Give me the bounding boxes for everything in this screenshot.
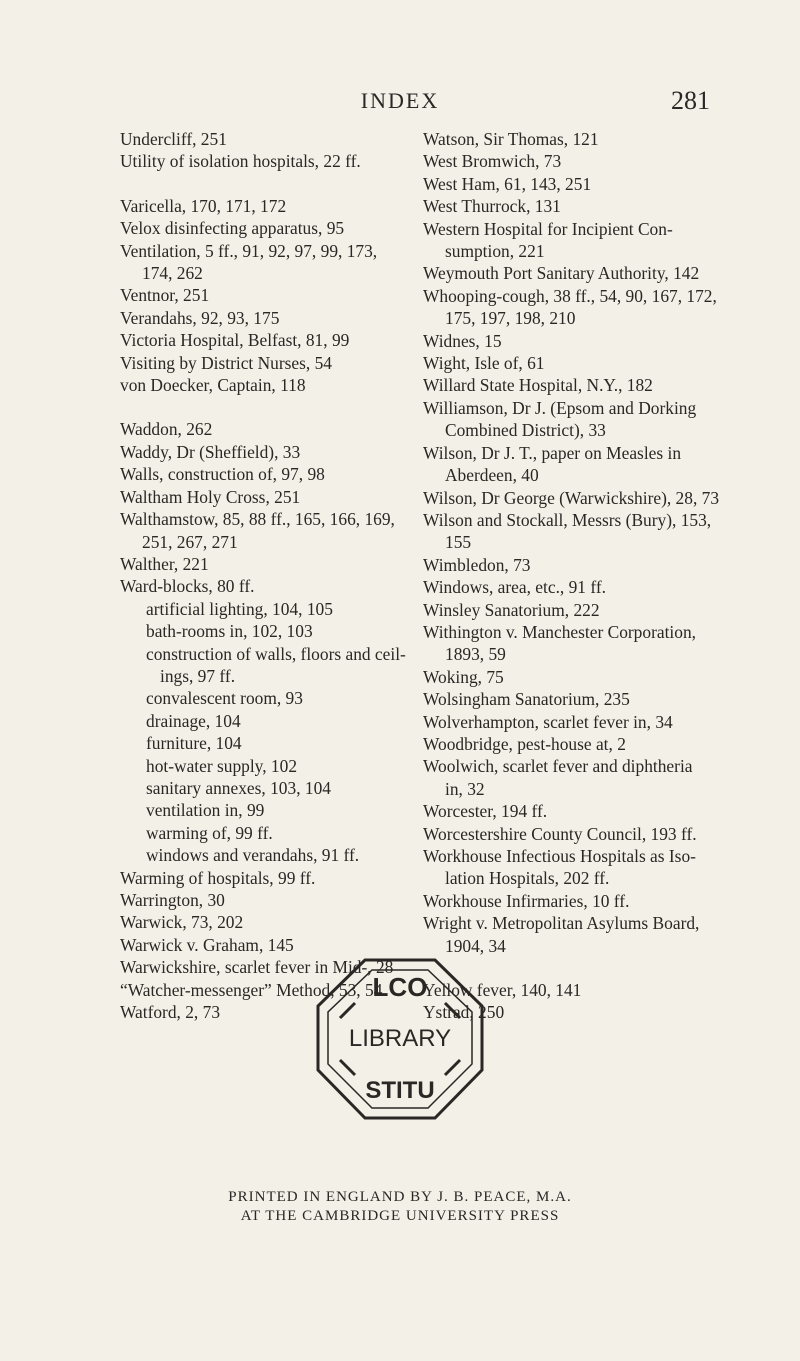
index-entry [423,554,798,576]
entry-continuation: ings, 97 ff. [160,665,236,686]
entry-text: construction of walls, floors and ceil- [146,643,406,664]
index-subentry [120,732,460,754]
entry-text: Varicella, 170, 171, 172 [120,195,287,216]
index-subentry [120,598,460,620]
entry-text: Visiting by District Nurses, 54 [120,352,332,373]
entry-text: Waltham Holy Cross, 251 [120,486,301,507]
index-entry [120,575,460,597]
entry-text: Western Hospital for Incipient Con- [423,218,673,239]
entry-text: Wilson, Dr George (Warwickshire), 28, 73 [423,487,720,508]
entry-continuation: 251, 267, 271 [142,531,238,552]
index-entry [120,418,460,440]
entry-text: Ventilation, 5 ff., 91, 92, 97, 99, 173, [120,240,378,261]
entry-text: Windows, area, etc., 91 ff. [423,577,606,598]
entry-text: Warming of hospitals, 99 ff. [120,867,316,888]
entry-text: Whooping-cough, 38 ff., 54, 90, 167, 172, [423,285,717,306]
entry-text: Watson, Sir Thomas, 121 [423,129,599,149]
index-entry [120,508,460,553]
entry-text: Willard State Hospital, N.Y., 182 [423,375,653,396]
index-subentry [120,620,460,642]
index-entry [423,397,798,442]
entry-text: Wilson, Dr J. T., paper on Measles in [423,442,682,463]
index-entry [423,195,798,217]
index-entry [120,486,460,508]
index-entry [120,150,460,172]
index-entry [120,867,460,889]
index-entry [120,284,460,306]
index-entry [423,755,798,800]
index-entry [120,553,460,575]
entry-text: Worcester, 194 ff. [423,801,548,822]
entry-continuation: 174, 262 [142,263,203,284]
page-title: INDEX [360,88,440,113]
entry-text: Ystrad, 250 [423,1002,505,1023]
index-entry [423,666,798,688]
entry-continuation: Combined District), 33 [445,420,606,441]
entry-text: Wilson and Stockall, Messrs (Bury), 153, [423,509,712,530]
entry-text: West Ham, 61, 143, 251 [423,173,592,194]
entry-text: Warwickshire, scarlet fever in Mid-, 28 [120,957,394,978]
index-entry [423,262,798,284]
index-subentry [120,643,460,688]
entry-text: Warrington, 30 [120,890,225,910]
entry-text: artificial lighting, 104, 105 [146,598,333,619]
entry-text: Velox disinfecting apparatus, 95 [120,218,345,239]
entry-text: Ventnor, 251 [120,285,210,306]
index-entry [120,128,460,150]
entry-text: warming of, 99 ff. [146,822,273,843]
entry-continuation: 1893, 59 [445,644,506,665]
index-entry [423,711,798,733]
index-subentry [120,777,460,799]
index-entry [423,733,798,755]
index-entry [423,890,798,912]
index-entry [423,218,798,263]
entry-text: sanitary annexes, 103, 104 [146,777,331,798]
index-column-right [423,128,798,1024]
index-entry [423,576,798,598]
entry-text: Yellow fever, 140, 141 [423,980,582,1001]
imprint-line-2: AT THE CAMBRIDGE UNIVERSITY PRESS [240,1208,560,1224]
index-entry [423,823,798,845]
entry-text: furniture, 104 [146,733,242,754]
entry-text: Warwick, 73, 202 [120,912,244,933]
entry-text: Winsley Sanatorium, 222 [423,599,600,620]
index-entry [423,487,798,509]
index-subentry [120,799,460,821]
imprint-line-1: PRINTED IN ENGLAND BY J. B. PEACE, M.A. [228,1189,572,1205]
index-entry [423,800,798,822]
entry-text: Warwick v. Graham, 145 [120,934,294,955]
entry-text: Walls, construction of, 97, 98 [120,464,325,485]
index-entry [423,845,798,890]
index-entry [423,285,798,330]
entry-text: Williamson, Dr J. (Epsom and Dorking [423,397,697,418]
index-entry [423,688,798,710]
index-entry [423,150,798,172]
entry-text: bath-rooms in, 102, 103 [146,621,313,642]
entry-continuation: sumption, 221 [445,241,545,262]
entry-text: Weymouth Port Sanitary Authority, 142 [423,263,700,284]
entry-text: windows and verandahs, 91 ff. [146,845,360,866]
entry-text: Undercliff, 251 [120,129,227,149]
entry-text: Victoria Hospital, Belfast, 81, 99 [120,330,350,351]
entry-text: Worcestershire County Council, 193 ff. [423,823,697,844]
index-entry [120,195,460,217]
entry-text: Watford, 2, 73 [120,1002,221,1023]
index-entry [423,128,798,150]
entry-continuation: 1904, 34 [445,935,506,956]
entry-text: von Doecker, Captain, 118 [120,375,306,396]
index-entry [423,374,798,396]
entry-text: Wight, Isle of, 61 [423,353,545,374]
index-column-left [120,128,460,1023]
entry-text: drainage, 104 [146,710,241,731]
entry-continuation: lation Hospitals, 202 ff. [445,868,610,889]
index-entry [423,330,798,352]
entry-text: West Bromwich, 73 [423,151,562,172]
index-entry [120,889,460,911]
index-entry [120,463,460,485]
entry-continuation: in, 32 [445,778,485,799]
index-subentry [120,844,460,866]
index-entry [120,374,460,396]
entry-text: Wright v. Metropolitan Asylums Board, [423,913,700,934]
entry-text: Woolwich, scarlet fever and diphtheria [423,756,693,777]
index-entry [423,352,798,374]
library-stamp [310,948,490,1128]
index-entry [120,352,460,374]
entry-text: Workhouse Infectious Hospitals as Iso- [423,846,696,866]
index-subentry [120,755,460,777]
index-subentry [120,822,460,844]
entry-text: Wimbledon, 73 [423,554,531,575]
entry-text: Woking, 75 [423,666,504,687]
entry-text: Ward-blocks, 80 ff. [120,576,255,597]
index-entry [120,217,460,239]
entry-text: Withington v. Manchester Corporation, [423,621,696,642]
index-entry [120,441,460,463]
entry-continuation: Aberdeen, 40 [445,465,539,486]
entry-text: Woodbridge, pest-house at, 2 [423,733,626,754]
entry-text: West Thurrock, 131 [423,196,561,217]
entry-text: Waddon, 262 [120,419,213,440]
entry-text: Workhouse Infirmaries, 10 ff. [423,890,630,911]
entry-text: Walthamstow, 85, 88 ff., 165, 166, 169, [120,509,395,530]
index-subentry [120,710,460,732]
index-entry [120,307,460,329]
entry-text: ventilation in, 99 [146,800,265,821]
entry-continuation: 155 [445,532,472,553]
index-entry [423,509,798,554]
index-subentry [120,687,460,709]
index-entry [120,240,460,285]
stamp-top-text: LCO [372,972,428,1002]
entry-text: Walther, 221 [120,553,209,574]
entry-text: convalescent room, 93 [146,688,303,709]
entry-text: Utility of isolation hospitals, 22 ff. [120,151,361,172]
entry-text: Verandahs, 92, 93, 175 [120,307,280,328]
entry-text: “Watcher-messenger” Method, 53, 54 [120,979,383,1000]
index-entry [423,621,798,666]
stamp-bottom-text: STITU [365,1077,435,1104]
entry-text: hot-water supply, 102 [146,755,298,776]
entry-text: Waddy, Dr (Sheffield), 33 [120,441,301,462]
section-gap [120,396,460,418]
entry-continuation: 175, 197, 198, 210 [445,308,576,329]
stamp-center-text: LIBRARY [348,1025,452,1052]
index-entry [423,599,798,621]
index-entry [120,911,460,933]
printer-imprint [0,1188,800,1226]
page-number: 281 [671,86,710,115]
index-entry [423,173,798,195]
section-gap [120,173,460,195]
entry-text: Wolverhampton, scarlet fever in, 34 [423,711,673,732]
index-entry [120,329,460,351]
page-header [0,88,800,118]
index-entry [423,442,798,487]
entry-text: Wolsingham Sanatorium, 235 [423,689,630,710]
entry-text: Widnes, 15 [423,330,502,351]
